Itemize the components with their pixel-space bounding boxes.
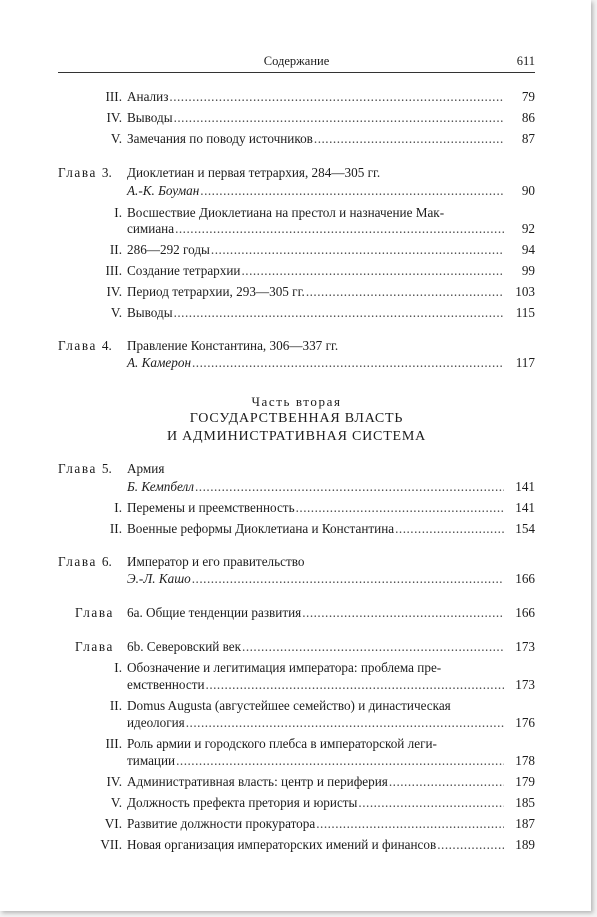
chapter-author: Б. Кемпбелл ..... 141 <box>0 478 597 496</box>
part-title-line-2: И АДМИНИСТРАТИВНАЯ СИСТЕМА <box>166 429 427 444</box>
header-title: Содержание <box>263 54 330 68</box>
chapter-heading: Глава 3. Диоклетиан и первая тетрархия, 284—305 гг. <box>58 165 381 180</box>
toc-entry: I. Восшествие Диоклетиана на престол и назначение Мак- <box>114 205 445 220</box>
toc-entry: IV. Выводы ..... 86 <box>0 109 597 127</box>
header-rule <box>58 72 535 73</box>
toc-entry-continued: симиана ..... 92 <box>0 220 597 238</box>
toc-entry: II. Военные реформы Диоклетиана и Константина ..... 154 <box>0 520 597 538</box>
chapter-heading: Глава 4. Правление Константина, 306—337 гг. <box>58 338 339 353</box>
toc-entry: II. 286—292 годы ..... 94 <box>0 241 597 259</box>
toc-entry: II. Domus Augusta (августейшее семейство) и династическая <box>109 698 451 713</box>
header-page-number: 611 <box>516 54 535 68</box>
toc-entry: III. Создание тетрархии ..... 99 <box>0 262 597 280</box>
toc-entry: III. Роль армии и городского плебса в императорской леги- <box>105 736 437 751</box>
chapter-author: А. Камерон ..... 117 <box>0 354 597 372</box>
chapter-heading: Глава 6а. Общие тенденции развития ..... 166 <box>0 604 597 622</box>
toc-entry-continued: емственности ..... 173 <box>0 676 597 694</box>
toc-entry: VI. Развитие должности прокуратора ..... 187 <box>0 815 597 833</box>
chapter-heading: Глава 6b. Северовский век ..... 173 <box>0 638 597 656</box>
toc-entry: I. Перемены и преемственность ..... 141 <box>0 499 597 517</box>
toc-entry: IV. Административная власть: центр и периферия ..... 179 <box>0 773 597 791</box>
chapter-heading: Глава 5. Армия <box>58 461 165 476</box>
toc-entry: V. Выводы ..... 115 <box>0 304 597 322</box>
part-label: Часть вторая <box>251 394 342 409</box>
toc-entry-continued: идеология ..... 176 <box>0 714 597 732</box>
toc-entry: V. Замечания по поводу источников ..... 87 <box>0 130 597 148</box>
part-title-line-1: ГОСУДАРСТВЕННАЯ ВЛАСТЬ <box>189 411 404 426</box>
toc-entry: V. Должность префекта претория и юристы ..... 185 <box>0 794 597 812</box>
chapter-author: Э.-Л. Кашо ..... 166 <box>0 570 597 588</box>
toc-entry: III. Анализ ..... 79 <box>0 88 597 106</box>
running-header <box>58 54 535 72</box>
toc-entry: VII. Новая организация императорских имений и финансов ..... 189 <box>0 836 597 854</box>
toc-entry-continued: тимации ..... 178 <box>0 752 597 770</box>
toc-entry: IV. Период тетрархии, 293—305 гг. ..... 103 <box>0 283 597 301</box>
toc-entry: I. Обозначение и легитимация императора: проблема пре- <box>114 660 442 675</box>
chapter-heading: Глава 6. Император и его правительство <box>58 554 305 569</box>
chapter-author: А.-К. Боуман ..... 90 <box>0 182 597 200</box>
